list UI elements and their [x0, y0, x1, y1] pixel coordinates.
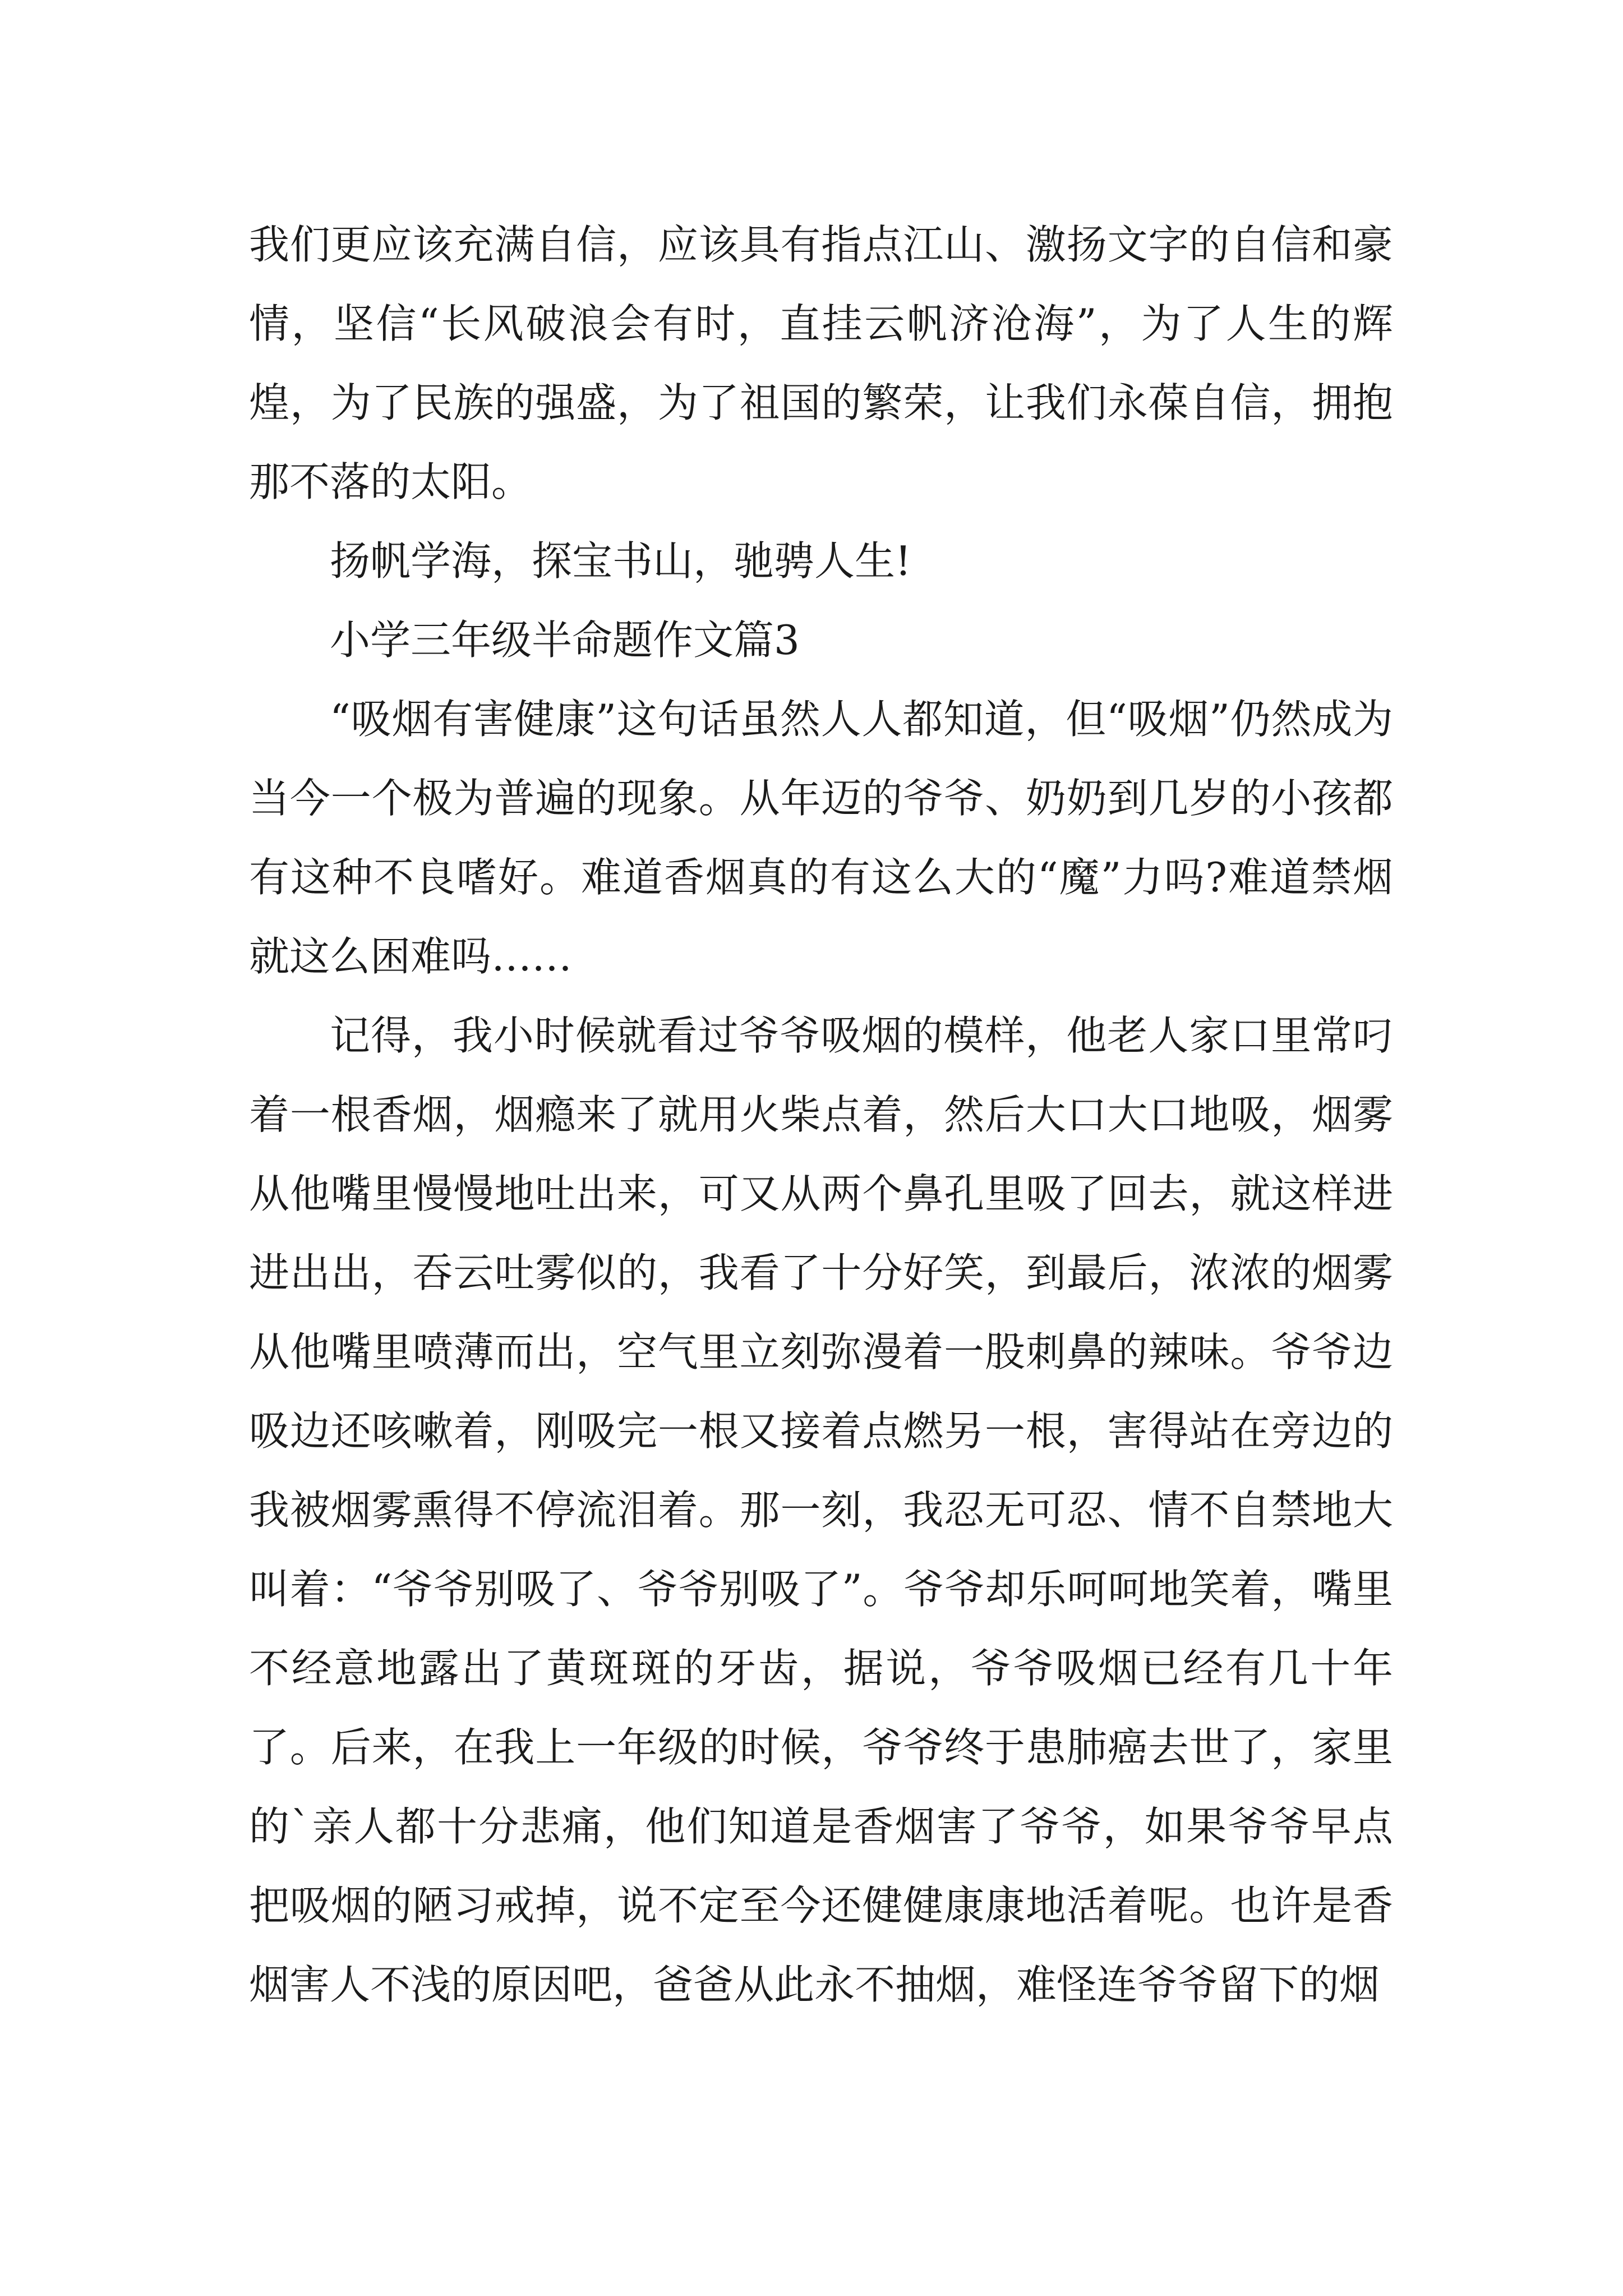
paragraph-motto: 扬帆学海，探宝书山，驰骋人生!	[330, 537, 911, 585]
paragraph-intro: “吸烟有害健康”这句话虽然人人都知道，但“吸烟”仍然成为当今一个极为普遍的现象。从年迈的爷爷、奶奶到几岁的小孩都有这种不良嗜好。难道香烟真的有这么大的“魔”力吗?难道禁烟就这么困难吗……	[249, 696, 1393, 980]
paragraph-memory: 记得，我小时候就看过爷爷吸烟的模样，他老人家口里常叼着一根香烟，烟瘾来了就用火柴点着，然后大口大口地吸，烟雾从他嘴里慢慢地吐出来，可又从两个鼻孔里吸了回去，就这样进进出出，吞云吐雾似的，我看了十分好笑，到最后，浓浓的烟雾从他嘴里喷薄而出，空气里立刻弥漫着一股刺鼻的辣味。爷爷边吸边还咳嗽着，刚吸完一根又接着点燃另一根，害得站在旁边的我被烟雾熏得不停流泪着。那一刻，我忍无可忍、情不自禁地大叫着：“爷爷别吸了、爷爷别吸了”。爷爷却乐呵呵地笑着，嘴里不经意地露出了黄斑斑的牙齿，据说，爷爷吸烟已经有几十年了。后来，在我上一年级的时候，爷爷终于患肺癌去世了，家里的`亲人都十分悲痛，他们知道是香烟害了爷爷，如果爷爷早点把吸烟的陋习戒掉，说不定至今还健健康康地活着呢。也许是香烟害人不浅的原因吧，爸爸从此永不抽烟，难怪连爷爷留下的烟	[249, 1012, 1393, 2008]
essay-heading: 小学三年级半命题作文篇3	[330, 616, 800, 664]
paragraph-conclusion: 我们更应该充满自信，应该具有指点江山、激扬文字的自信和豪情，坚信“长风破浪会有时，直挂云帆济沧海”，为了人生的辉煌，为了民族的强盛，为了祖国的繁荣，让我们永葆自信，拥抱那不落的太阳。	[249, 221, 1393, 505]
document-body	[249, 205, 1393, 2024]
